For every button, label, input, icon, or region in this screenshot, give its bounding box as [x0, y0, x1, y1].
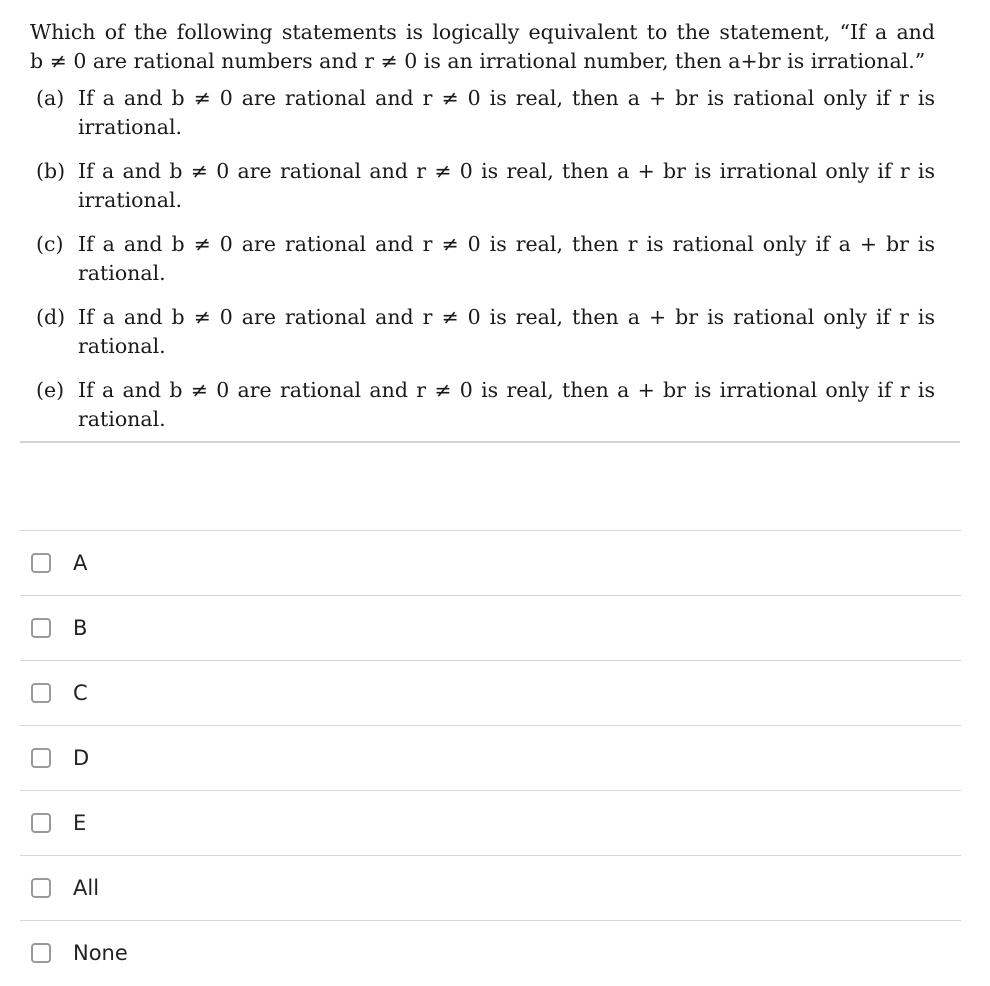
question-stem-line1: Which of the following statements is logically equivalent to the statement, “If a and: [30, 20, 935, 44]
choice-label: A: [73, 551, 88, 575]
option-text: If a and b ≠ 0 are rational and r ≠ 0 is real, then a + br is rational only if r is rational.: [78, 305, 935, 358]
option-text: If a and b ≠ 0 are rational and r ≠ 0 is real, then r is rational only if a + br is rational.: [78, 232, 935, 285]
answer-choice-b[interactable]: [20, 595, 961, 660]
answer-choice-a[interactable]: [20, 530, 961, 595]
choice-label: C: [73, 681, 88, 705]
choice-label: D: [73, 746, 90, 770]
option-tag: (a): [36, 86, 65, 110]
statement-option-d: [36, 303, 935, 361]
checkbox[interactable]: [31, 683, 51, 703]
answer-choice-none[interactable]: [20, 920, 961, 985]
statement-option-e: [36, 376, 935, 434]
question-divider: [20, 441, 960, 443]
option-text: If a and b ≠ 0 are rational and r ≠ 0 is real, then a + br is rational only if r is irrational.: [78, 86, 935, 139]
option-text: If a and b ≠ 0 are rational and r ≠ 0 is real, then a + br is irrational only if r is rational.: [78, 378, 935, 431]
statement-option-b: [36, 157, 935, 215]
question-text: [30, 18, 935, 449]
checkbox[interactable]: [31, 813, 51, 833]
answer-choices: [20, 530, 961, 985]
option-text: If a and b ≠ 0 are rational and r ≠ 0 is real, then a + br is irrational only if r is irrational.: [78, 159, 935, 212]
checkbox[interactable]: [31, 748, 51, 768]
answer-choice-all[interactable]: [20, 855, 961, 920]
statement-option-a: [36, 84, 935, 142]
answer-choice-d[interactable]: [20, 725, 961, 790]
answer-choice-e[interactable]: [20, 790, 961, 855]
checkbox[interactable]: [31, 878, 51, 898]
option-tag: (c): [36, 232, 64, 256]
statement-option-c: [36, 230, 935, 288]
checkbox[interactable]: [31, 943, 51, 963]
choice-label: B: [73, 616, 88, 640]
option-tag: (b): [36, 159, 66, 183]
choice-label: None: [73, 941, 128, 965]
question-stem: [30, 18, 935, 76]
choice-label: All: [73, 876, 100, 900]
choice-label: E: [73, 811, 87, 835]
checkbox[interactable]: [31, 553, 51, 573]
question-stem-line2: b ≠ 0 are rational numbers and r ≠ 0 is an irrational number, then a+br is irrational.”: [30, 49, 926, 73]
checkbox[interactable]: [31, 618, 51, 638]
option-tag: (d): [36, 305, 66, 329]
answer-choice-c[interactable]: [20, 660, 961, 725]
option-tag: (e): [36, 378, 65, 402]
